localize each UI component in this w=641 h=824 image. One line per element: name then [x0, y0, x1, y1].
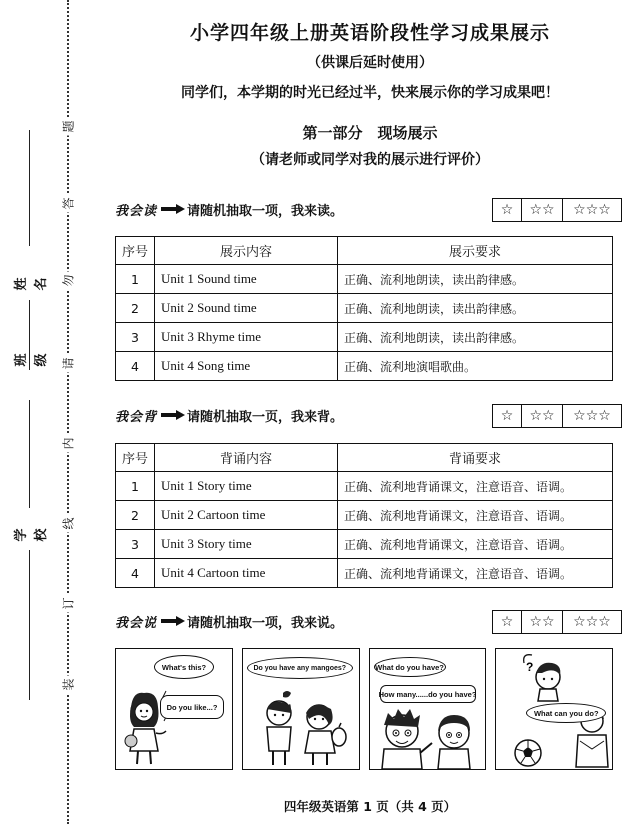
row-no: 2	[116, 501, 155, 530]
speech-bubble: What can you do?	[526, 703, 606, 723]
header-no: 序号	[116, 237, 155, 265]
table-header-row	[116, 444, 613, 472]
seal-char-6: 线	[60, 515, 77, 533]
header-no: 序号	[116, 444, 155, 472]
seal-char-3: 勿	[60, 272, 77, 290]
speak-section-head	[115, 610, 343, 632]
row-content: Unit 3 Story time	[155, 530, 338, 559]
recite-instruction: 请随机抽取一页，我来背。	[187, 409, 344, 425]
row-no: 3	[116, 323, 155, 352]
binding-margin	[0, 0, 100, 824]
seal-char-7: 订	[60, 595, 77, 613]
recite-table	[115, 443, 613, 588]
header-content: 背诵内容	[155, 444, 338, 472]
comic-panel-4	[495, 648, 613, 770]
star-rating-three[interactable]: ☆☆☆	[562, 611, 621, 633]
read-cue: 我会读	[115, 203, 158, 219]
row-content: Unit 2 Cartoon time	[155, 501, 338, 530]
header-content: 展示内容	[155, 237, 338, 265]
seal-char-1: 题	[60, 118, 77, 136]
comic-panels	[115, 648, 613, 770]
intro-text: 同学们，本学期的时光已经过半，快来展示你的学习成果吧！	[181, 85, 559, 101]
school-line-top	[29, 400, 30, 508]
star-rating-three[interactable]: ☆☆☆	[562, 199, 621, 221]
page-subtitle: （供课后延时使用）	[307, 55, 433, 71]
row-requirement: 正确、流利地背诵课文，注意语音、语调。	[338, 501, 613, 530]
speech-bubble: How many......do you have?	[380, 685, 476, 703]
star-rating-one[interactable]: ☆	[500, 408, 514, 424]
read-instruction: 请随机抽取一项，我来读。	[187, 203, 344, 219]
row-no: 2	[116, 294, 155, 323]
star-rating-one[interactable]: ☆	[500, 614, 514, 630]
table-row	[116, 530, 613, 559]
row-requirement: 正确、流利地朗读，读出韵律感。	[338, 323, 613, 352]
table-row	[116, 352, 613, 381]
table-row	[116, 294, 613, 323]
row-requirement: 正确、流利地背诵课文，注意语音、语调。	[338, 559, 613, 588]
recite-section-head	[115, 404, 343, 426]
row-content: Unit 4 Song time	[155, 352, 338, 381]
part-title: 第一部分 现场展示	[302, 124, 438, 142]
star-rating-two[interactable]: ☆☆	[521, 199, 562, 221]
row-no: 1	[116, 472, 155, 501]
speech-bubble: Do you have any mangoes?	[247, 657, 353, 679]
school-label: 学校	[14, 528, 49, 542]
table-row	[116, 501, 613, 530]
star-rating-two[interactable]: ☆☆	[521, 405, 562, 427]
row-no: 1	[116, 265, 155, 294]
seal-char-2: 答	[60, 195, 77, 213]
school-line-bottom	[29, 550, 30, 700]
row-requirement: 正确、流利地朗读，读出韵律感。	[338, 294, 613, 323]
page-title: 小学四年级上册英语阶段性学习成果展示	[189, 22, 550, 44]
table-row	[116, 265, 613, 294]
seal-char-4: 请	[60, 355, 77, 373]
table-row	[116, 472, 613, 501]
recite-cue: 我会背	[115, 409, 158, 425]
comic-panel-3	[369, 648, 487, 770]
row-no: 4	[116, 352, 155, 381]
table-row	[116, 559, 613, 588]
svg-text:?: ?	[526, 660, 534, 674]
speak-instruction: 请随机抽取一项，我来说。	[187, 615, 344, 631]
read-star-rating[interactable]	[492, 198, 622, 222]
header-requirement: 背诵要求	[338, 444, 613, 472]
seal-char-8: 装	[60, 676, 77, 694]
star-rating-one[interactable]: ☆	[500, 202, 514, 218]
seal-char-5: 内	[60, 435, 77, 453]
page-footer: 四年级英语第 1 页（共 4 页）	[283, 799, 457, 814]
speak-cue: 我会说	[115, 615, 158, 631]
row-content: Unit 1 Story time	[155, 472, 338, 501]
row-requirement: 正确、流利地朗读，读出韵律感。	[338, 265, 613, 294]
row-content: Unit 1 Sound time	[155, 265, 338, 294]
row-content: Unit 3 Rhyme time	[155, 323, 338, 352]
recite-star-rating[interactable]	[492, 404, 622, 428]
speech-bubble: Do you like...?	[160, 695, 224, 719]
star-rating-three[interactable]: ☆☆☆	[562, 405, 621, 427]
speech-bubble: What do you have?	[374, 657, 446, 677]
row-content: Unit 4 Cartoon time	[155, 559, 338, 588]
row-requirement: 正确、流利地背诵课文，注意语音、语调。	[338, 530, 613, 559]
comic-panel-2	[242, 648, 360, 770]
arrow-icon	[161, 410, 185, 420]
row-no: 3	[116, 530, 155, 559]
table-row	[116, 323, 613, 352]
row-requirement: 正确、流利地背诵课文，注意语音、语调。	[338, 472, 613, 501]
name-line	[29, 130, 30, 246]
row-content: Unit 2 Sound time	[155, 294, 338, 323]
part-note: （请老师或同学对我的展示进行评价）	[251, 152, 489, 168]
arrow-icon	[161, 204, 185, 214]
speak-star-rating[interactable]	[492, 610, 622, 634]
read-table	[115, 236, 613, 381]
speech-bubble: What's this?	[154, 655, 214, 679]
row-no: 4	[116, 559, 155, 588]
header-requirement: 展示要求	[338, 237, 613, 265]
class-label: 班级	[14, 353, 49, 367]
read-section-head	[115, 198, 343, 220]
table-header-row	[116, 237, 613, 265]
star-rating-two[interactable]: ☆☆	[521, 611, 562, 633]
row-requirement: 正确、流利地演唱歌曲。	[338, 352, 613, 381]
arrow-icon	[161, 616, 185, 626]
comic-panel-1	[115, 648, 233, 770]
name-label: 姓名	[14, 277, 49, 291]
